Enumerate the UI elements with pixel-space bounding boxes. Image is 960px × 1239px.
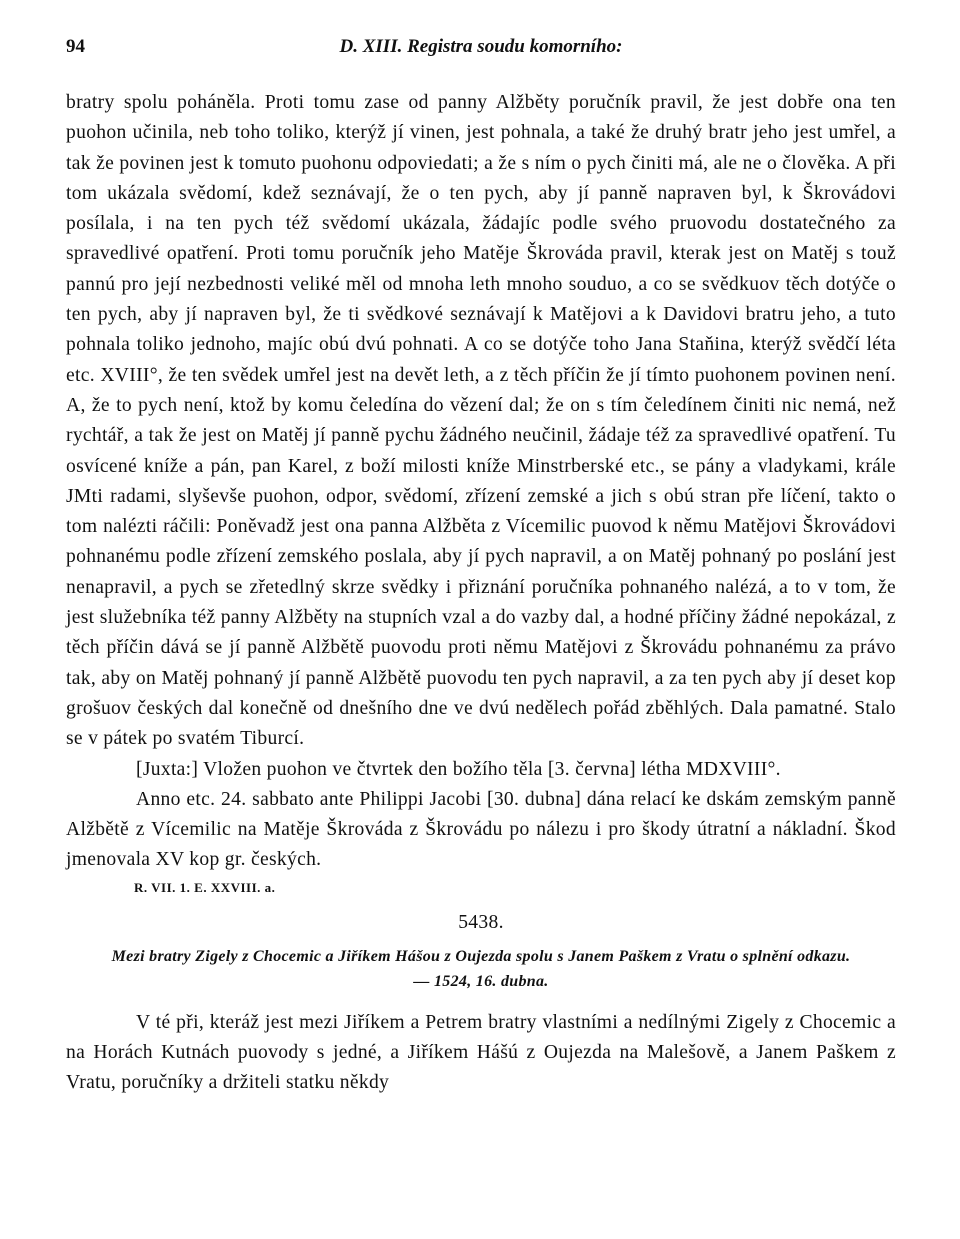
regest-text: Mezi bratry Zigely z Chocemic a Jiříkem Hášou z Oujezda spolu s Janem Paškem z Vratu o splnění odkazu. (111, 947, 851, 965)
paragraph-verdict: bratry spolu poháněla. Proti tomu zase od panny Alžběty poručník pravil, že jest dobře ona ten puohon učinila, neb toho toliko, kterýž jí vinen, jest pohnala, a také že druhý bratr jeho jest umřel, a tak že povinen jest k tomuto puohonu odpoviedati; a že s ním o pych činiti má, ale ne o člověka. A při tom ukázala svědomí, kdež seznávají, že o ten pych, aby jí panně napraven byl, k Škrovádovi posílala, i na ten pych též svědomí ukázala, žádajíc podle svého pruovodu dostatečného za spravedlivé opatření. Proti tomu poručník jeho Matěje Škrováda pravil, kterak jest on Matěj s touž pannú pro její nezbednosti veliké měl od mnoha leth mnoho souduo, a co se svědkuov těch dotýče o ten pych, aby jí napraven byl, že ti svědkové seznávají k Matějovi a k Davidovi bratru jeho, a tuto pohnala toliko jednoho, majíc obú dvú pohnati. A co se dotýče toho Jana Staňina, kterýž svědčí léta etc. XVIII°, že ten svědek umřel jest na devět leth, a z těch příčin že jí tímto puohonem povinen není. A, že to pych není, ktož by komu čeledína do vězení dal; že on s tím čeledínem činiti nic nemá, než rychtář, a tak že jest on Matěj jí panně pychu žádného neučinil, žádaje též za spravedlivé opatření. Tu osvícené kníže a pán, pan Karel, z boží milosti kníže Minstrberské etc., se pány a vladykami, krále JMti radami, slyševše puohon, odpor, svědomí, zřízení zemské a jich s obú stran pře líčení, takto o tom nalézti ráčili: Poněvadž jest ona panna Alžběta z Vícemilic puovod k němu Matějovi Škrovádovi pohnanému podle zřízení zemského poslala, aby jí pych napravil, a on Matěj pohnaný po poslání jest nenapravil, a pych se zřetedlný skrze svědky i přiznání poručníka pohnaného nalézá, a to v tom, že jest služebníka též panny Alžběty na stupních vzal a do vazby dal, a hodné příčiny žádné nepokázal, z těch příčin dává se jí panně Alžbětě puovodu proti němu Matějovi z Škrovádu pohnanému za právo tak, aby on Matěj pohnaný jí panně Alžbětě puovodu ten pych napravil, a za ten pych aby jí deset kop grošuov českých dal konečně od dnešního dne ve dvú nedělech pořád zběhlých. Dala pamatné. Stalo se v pátek po svatém Tiburcí. (66, 92, 896, 750)
body-text (66, 88, 896, 1099)
paragraph-juxta: [Juxta:] Vložen puohon ve čtvrtek den božího těla [3. června] létha MDXVIII°. (136, 758, 781, 780)
running-head: D. XIII. Registra soudu komorního: (339, 36, 623, 57)
document-regest (66, 944, 896, 994)
paragraph-next-case: V té při, kteráž jest mezi Jiříkem a Petrem bratry vlastními a nedílnými Zigely z Chocemic a na Horách Kutnách puovody s jedné, a Jiříkem Hášú z Oujezda na Malešově, a Janem Paškem z Vratu, poručníky a držiteli statku někdy (66, 1011, 896, 1094)
document-number: 5438. (458, 911, 504, 933)
page-number: 94 (66, 36, 85, 57)
source-reference: R. VII. 1. E. XXVIII. a. (134, 879, 276, 895)
section-spacer (66, 994, 896, 1008)
paragraph-relation: Anno etc. 24. sabbato ante Philippi Jacobi [30. dubna] dána relací ke dskám zemským panně Alžbětě z Vícemilic na Matěje Škrováda z Škrovádu po nálezu i pro škody útratní a nákladní. Škod jmenovala XV kop gr. českých. (66, 788, 896, 871)
page-header (66, 36, 896, 66)
regest-date: — 1524, 16. dubna. (413, 972, 549, 990)
